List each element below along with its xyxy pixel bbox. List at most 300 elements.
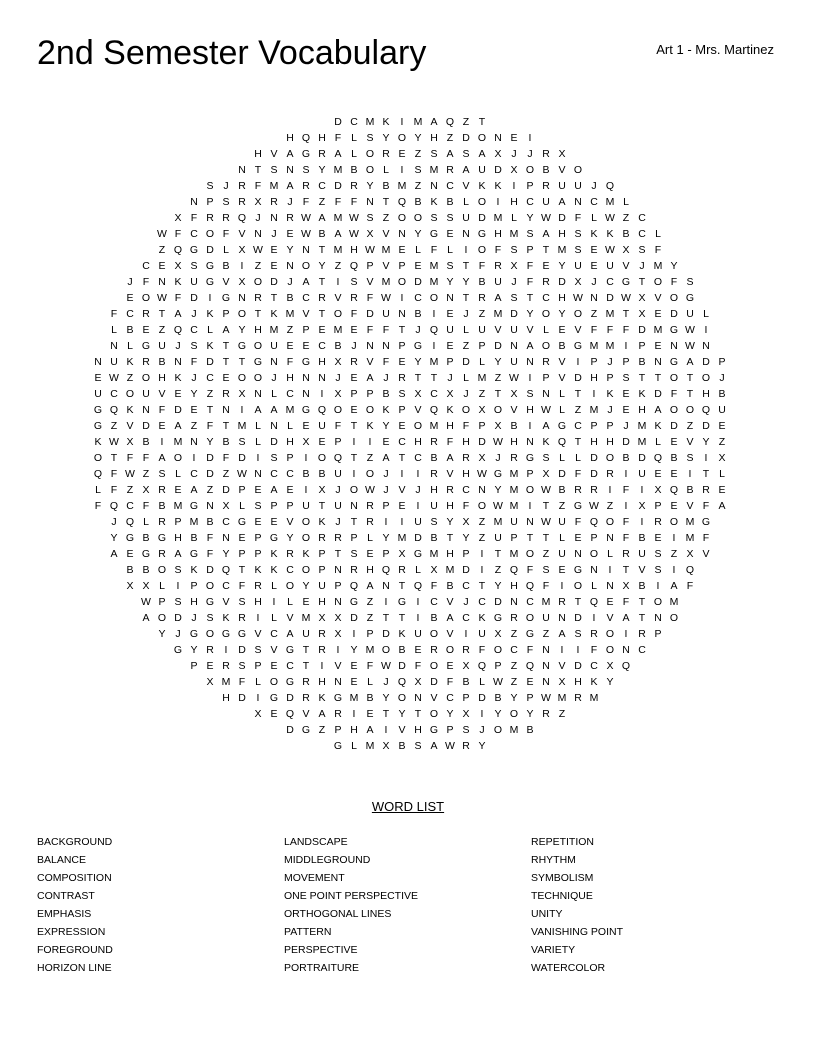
grid-letter: O: [525, 164, 535, 176]
grid-letter: Z: [286, 324, 294, 336]
grid-letter: J: [271, 372, 277, 384]
grid-letter: E: [350, 404, 358, 416]
grid-letter: G: [685, 292, 695, 304]
grid-letter: Y: [158, 628, 166, 640]
grid-letter: F: [190, 356, 198, 368]
grid-letter: T: [254, 308, 262, 320]
grid-letter: S: [254, 500, 262, 512]
grid-row: [90, 290, 730, 306]
grid-letter: I: [528, 500, 532, 512]
grid-letter: T: [398, 324, 406, 336]
grid-letter: F: [606, 324, 614, 336]
grid-letter: P: [206, 196, 214, 208]
grid-letter: P: [398, 340, 406, 352]
grid-letter: X: [654, 484, 662, 496]
grid-letter: B: [430, 532, 438, 544]
grid-letter: I: [512, 180, 516, 192]
grid-letter: M: [333, 244, 343, 256]
grid-letter: L: [559, 388, 565, 400]
grid-letter: Z: [510, 628, 518, 640]
grid-letter: R: [158, 548, 166, 560]
grid-letter: J: [127, 276, 133, 288]
grid-letter: E: [446, 228, 454, 240]
grid-letter: N: [142, 404, 150, 416]
grid-letter: Y: [190, 388, 198, 400]
grid-row: [90, 178, 730, 194]
grid-letter: M: [365, 644, 375, 656]
grid-letter: G: [301, 356, 311, 368]
grid-letter: I: [368, 436, 372, 448]
grid-letter: A: [542, 228, 550, 240]
grid-letter: F: [126, 452, 134, 464]
grid-letter: R: [222, 388, 230, 400]
grid-letter: V: [510, 404, 518, 416]
grid-letter: T: [350, 452, 358, 464]
grid-letter: H: [158, 372, 166, 384]
grid-letter: A: [318, 212, 326, 224]
grid-letter: G: [301, 404, 311, 416]
grid-letter: K: [126, 356, 134, 368]
grid-letter: H: [574, 676, 582, 688]
word-list-column-2: [284, 835, 418, 979]
grid-letter: H: [350, 724, 358, 736]
grid-letter: B: [126, 324, 134, 336]
grid-letter: Y: [398, 708, 406, 720]
grid-letter: R: [430, 644, 438, 656]
grid-letter: E: [350, 660, 358, 672]
grid-letter: E: [190, 404, 198, 416]
grid-letter: N: [590, 564, 598, 576]
grid-letter: U: [430, 500, 438, 512]
grid-letter: E: [670, 468, 678, 480]
grid-letter: S: [686, 276, 694, 288]
grid-letter: D: [286, 724, 294, 736]
grid-letter: W: [125, 468, 135, 480]
grid-letter: L: [463, 324, 469, 336]
grid-letter: B: [622, 228, 630, 240]
grid-letter: P: [254, 660, 262, 672]
grid-letter: A: [366, 580, 374, 592]
grid-row: [90, 562, 730, 578]
grid-letter: F: [622, 532, 630, 544]
word-list-item: PERSPECTIVE: [284, 944, 358, 956]
grid-letter: I: [624, 500, 628, 512]
grid-letter: H: [606, 436, 614, 448]
grid-letter: X: [462, 660, 470, 672]
grid-letter: B: [302, 468, 310, 480]
grid-letter: P: [398, 260, 406, 272]
grid-row: [90, 322, 730, 338]
grid-letter: C: [126, 308, 134, 320]
grid-letter: X: [510, 388, 518, 400]
grid-letter: O: [349, 484, 359, 496]
grid-letter: G: [221, 628, 231, 640]
grid-letter: I: [688, 468, 692, 480]
grid-letter: C: [302, 292, 310, 304]
grid-letter: S: [350, 276, 358, 288]
grid-letter: U: [302, 500, 310, 512]
grid-letter: X: [430, 564, 438, 576]
grid-letter: P: [238, 484, 246, 496]
grid-letter: N: [526, 516, 534, 528]
grid-letter: T: [414, 372, 422, 384]
grid-letter: I: [576, 644, 580, 656]
grid-letter: H: [590, 372, 598, 384]
grid-letter: H: [462, 468, 470, 480]
grid-letter: A: [430, 740, 438, 752]
grid-letter: P: [366, 260, 374, 272]
grid-letter: Y: [558, 260, 566, 272]
grid-letter: S: [398, 388, 406, 400]
grid-letter: E: [398, 148, 406, 160]
grid-letter: R: [350, 356, 358, 368]
grid-letter: H: [190, 596, 198, 608]
grid-letter: G: [413, 340, 423, 352]
grid-letter: Z: [158, 244, 166, 256]
grid-letter: E: [270, 260, 278, 272]
grid-letter: P: [446, 356, 454, 368]
grid-letter: R: [558, 596, 566, 608]
grid-letter: S: [638, 244, 646, 256]
grid-letter: F: [94, 500, 102, 512]
grid-letter: B: [686, 484, 694, 496]
grid-letter: E: [174, 484, 182, 496]
grid-letter: O: [285, 580, 295, 592]
grid-letter: G: [285, 644, 295, 656]
grid-letter: Z: [590, 308, 598, 320]
grid-letter: L: [463, 196, 469, 208]
grid-letter: N: [382, 580, 390, 592]
grid-letter: J: [415, 324, 421, 336]
grid-letter: K: [606, 228, 614, 240]
grid-letter: I: [672, 564, 676, 576]
grid-letter: C: [318, 180, 326, 192]
grid-letter: P: [718, 356, 726, 368]
grid-letter: I: [480, 548, 484, 560]
grid-letter: I: [384, 724, 388, 736]
grid-letter: E: [510, 132, 518, 144]
grid-letter: M: [557, 244, 567, 256]
grid-letter: W: [349, 212, 359, 224]
grid-letter: Y: [510, 692, 518, 704]
grid-letter: H: [222, 692, 230, 704]
grid-letter: L: [367, 676, 373, 688]
grid-letter: O: [157, 612, 167, 624]
grid-letter: V: [286, 612, 294, 624]
grid-letter: Q: [349, 260, 359, 272]
grid-letter: N: [366, 340, 374, 352]
grid-letter: Y: [350, 644, 358, 656]
grid-letter: D: [238, 644, 246, 656]
grid-letter: I: [256, 692, 260, 704]
grid-letter: D: [494, 596, 502, 608]
grid-letter: Y: [318, 164, 326, 176]
grid-letter: D: [606, 292, 614, 304]
grid-row: [90, 242, 730, 258]
grid-letter: G: [189, 548, 199, 560]
grid-letter: I: [624, 628, 628, 640]
grid-letter: R: [318, 148, 326, 160]
grid-letter: J: [335, 372, 341, 384]
grid-letter: W: [493, 436, 503, 448]
grid-letter: X: [334, 628, 342, 640]
grid-letter: F: [206, 420, 214, 432]
grid-letter: K: [318, 692, 326, 704]
grid-letter: T: [462, 260, 470, 272]
grid-letter: X: [638, 292, 646, 304]
grid-letter: M: [397, 532, 407, 544]
grid-letter: Z: [574, 404, 582, 416]
grid-letter: S: [414, 164, 422, 176]
grid-letter: F: [110, 308, 118, 320]
grid-row: [90, 594, 730, 610]
grid-letter: X: [494, 148, 502, 160]
grid-letter: Y: [494, 580, 502, 592]
grid-letter: Q: [701, 404, 711, 416]
grid-letter: G: [621, 276, 631, 288]
grid-letter: R: [590, 628, 598, 640]
grid-letter: J: [463, 308, 469, 320]
grid-letter: T: [638, 276, 646, 288]
grid-letter: M: [605, 308, 615, 320]
grid-letter: X: [126, 580, 134, 592]
grid-letter: U: [510, 324, 518, 336]
grid-row: [90, 626, 730, 642]
grid-letter: M: [221, 676, 231, 688]
grid-letter: W: [157, 228, 167, 240]
grid-letter: I: [416, 468, 420, 480]
grid-letter: N: [654, 612, 662, 624]
grid-letter: X: [510, 260, 518, 272]
grid-letter: X: [302, 436, 310, 448]
grid-letter: I: [192, 452, 196, 464]
grid-letter: X: [558, 676, 566, 688]
grid-letter: J: [447, 372, 453, 384]
grid-letter: B: [622, 452, 630, 464]
grid-letter: E: [622, 388, 630, 400]
grid-letter: P: [446, 724, 454, 736]
grid-letter: B: [446, 196, 454, 208]
grid-letter: A: [462, 164, 470, 176]
grid-letter: T: [318, 276, 326, 288]
grid-letter: G: [125, 532, 135, 544]
grid-letter: G: [205, 276, 215, 288]
grid-letter: B: [334, 340, 342, 352]
grid-letter: W: [541, 692, 551, 704]
grid-letter: T: [238, 356, 246, 368]
grid-letter: F: [526, 644, 534, 656]
grid-letter: E: [718, 484, 726, 496]
grid-letter: Q: [477, 660, 487, 672]
grid-letter: B: [142, 532, 150, 544]
grid-letter: V: [270, 644, 278, 656]
grid-letter: A: [158, 452, 166, 464]
grid-letter: Y: [302, 580, 310, 592]
grid-letter: P: [382, 500, 390, 512]
grid-letter: O: [509, 708, 519, 720]
grid-letter: G: [397, 596, 407, 608]
grid-letter: C: [318, 340, 326, 352]
grid-letter: G: [173, 644, 183, 656]
grid-letter: C: [206, 372, 214, 384]
grid-letter: J: [527, 148, 533, 160]
grid-letter: C: [478, 596, 486, 608]
grid-letter: B: [430, 612, 438, 624]
grid-letter: O: [317, 452, 327, 464]
grid-letter: V: [382, 260, 390, 272]
grid-letter: J: [719, 372, 725, 384]
grid-letter: M: [349, 692, 359, 704]
grid-letter: Y: [446, 276, 454, 288]
grid-letter: G: [189, 244, 199, 256]
grid-letter: U: [190, 276, 198, 288]
grid-letter: N: [542, 676, 550, 688]
grid-letter: C: [462, 484, 470, 496]
grid-letter: Y: [286, 532, 294, 544]
grid-letter: X: [446, 388, 454, 400]
grid-letter: U: [270, 340, 278, 352]
grid-letter: M: [509, 484, 519, 496]
grid-letter: X: [366, 228, 374, 240]
grid-letter: K: [270, 308, 278, 320]
grid-letter: E: [654, 532, 662, 544]
grid-letter: I: [352, 436, 356, 448]
grid-letter: N: [254, 468, 262, 480]
grid-letter: H: [366, 564, 374, 576]
grid-letter: O: [493, 404, 503, 416]
grid-letter: Z: [478, 532, 486, 544]
grid-letter: P: [366, 388, 374, 400]
grid-letter: L: [559, 452, 565, 464]
grid-letter: Q: [669, 484, 679, 496]
grid-letter: S: [238, 660, 246, 672]
grid-letter: I: [624, 468, 628, 480]
grid-letter: P: [174, 516, 182, 528]
grid-letter: X: [126, 436, 134, 448]
grid-letter: E: [366, 548, 374, 560]
grid-letter: D: [574, 660, 582, 672]
grid-letter: J: [463, 388, 469, 400]
grid-row: [90, 210, 730, 226]
grid-letter: M: [429, 548, 439, 560]
grid-letter: W: [237, 468, 247, 480]
grid-letter: V: [686, 500, 694, 512]
grid-letter: L: [127, 340, 133, 352]
word-list-item: FOREGROUND: [37, 944, 113, 956]
grid-letter: A: [622, 612, 630, 624]
grid-letter: P: [526, 468, 534, 480]
grid-letter: F: [110, 484, 118, 496]
grid-letter: W: [157, 292, 167, 304]
grid-letter: L: [351, 740, 357, 752]
grid-letter: W: [301, 212, 311, 224]
grid-letter: F: [142, 276, 150, 288]
grid-letter: T: [318, 308, 326, 320]
grid-letter: E: [126, 292, 134, 304]
grid-letter: M: [605, 196, 615, 208]
grid-row: [90, 658, 730, 674]
grid-letter: W: [301, 228, 311, 240]
word-list-item: COMPOSITION: [37, 872, 112, 884]
grid-letter: I: [624, 340, 628, 352]
grid-letter: I: [240, 260, 244, 272]
grid-letter: U: [94, 388, 102, 400]
grid-letter: E: [606, 596, 614, 608]
grid-letter: O: [605, 628, 615, 640]
grid-letter: L: [143, 516, 149, 528]
grid-letter: R: [366, 500, 374, 512]
grid-letter: F: [590, 644, 598, 656]
grid-letter: B: [286, 292, 294, 304]
grid-letter: V: [558, 356, 566, 368]
grid-letter: R: [302, 676, 310, 688]
grid-letter: T: [254, 164, 262, 176]
grid-letter: Y: [286, 244, 294, 256]
grid-letter: N: [622, 644, 630, 656]
grid-letter: T: [542, 532, 550, 544]
grid-letter: K: [206, 340, 214, 352]
grid-letter: X: [382, 740, 390, 752]
grid-letter: F: [526, 564, 534, 576]
grid-letter: B: [526, 724, 534, 736]
grid-letter: X: [142, 484, 150, 496]
grid-letter: B: [670, 452, 678, 464]
grid-letter: A: [718, 500, 726, 512]
grid-letter: F: [190, 212, 198, 224]
grid-row: [90, 498, 730, 514]
grid-letter: B: [494, 692, 502, 704]
grid-letter: R: [222, 660, 230, 672]
grid-letter: Z: [126, 484, 134, 496]
grid-letter: L: [591, 580, 597, 592]
grid-letter: N: [254, 228, 262, 240]
grid-letter: M: [589, 340, 599, 352]
grid-letter: Q: [221, 564, 231, 576]
grid-letter: F: [574, 468, 582, 480]
grid-letter: Z: [190, 420, 198, 432]
grid-letter: V: [270, 148, 278, 160]
grid-letter: I: [336, 644, 340, 656]
grid-letter: K: [382, 116, 390, 128]
grid-letter: M: [365, 116, 375, 128]
grid-letter: Z: [622, 212, 630, 224]
grid-letter: A: [558, 628, 566, 640]
grid-letter: B: [142, 436, 150, 448]
grid-letter: P: [526, 180, 534, 192]
grid-letter: E: [446, 340, 454, 352]
grid-letter: W: [685, 324, 695, 336]
grid-letter: F: [366, 660, 374, 672]
grid-letter: E: [382, 436, 390, 448]
grid-letter: Y: [318, 260, 326, 272]
grid-letter: I: [464, 628, 468, 640]
grid-letter: O: [205, 628, 215, 640]
grid-letter: X: [606, 660, 614, 672]
word-list-item: MIDDLEGROUND: [284, 854, 371, 866]
grid-row: [90, 194, 730, 210]
grid-letter: P: [606, 372, 614, 384]
grid-letter: J: [383, 372, 389, 384]
grid-letter: G: [205, 260, 215, 272]
grid-letter: Y: [462, 532, 470, 544]
grid-letter: F: [478, 260, 486, 272]
grid-letter: J: [383, 484, 389, 496]
grid-letter: E: [174, 388, 182, 400]
grid-letter: F: [462, 420, 470, 432]
grid-letter: A: [334, 228, 342, 240]
grid-letter: I: [176, 580, 180, 592]
grid-letter: K: [478, 612, 486, 624]
